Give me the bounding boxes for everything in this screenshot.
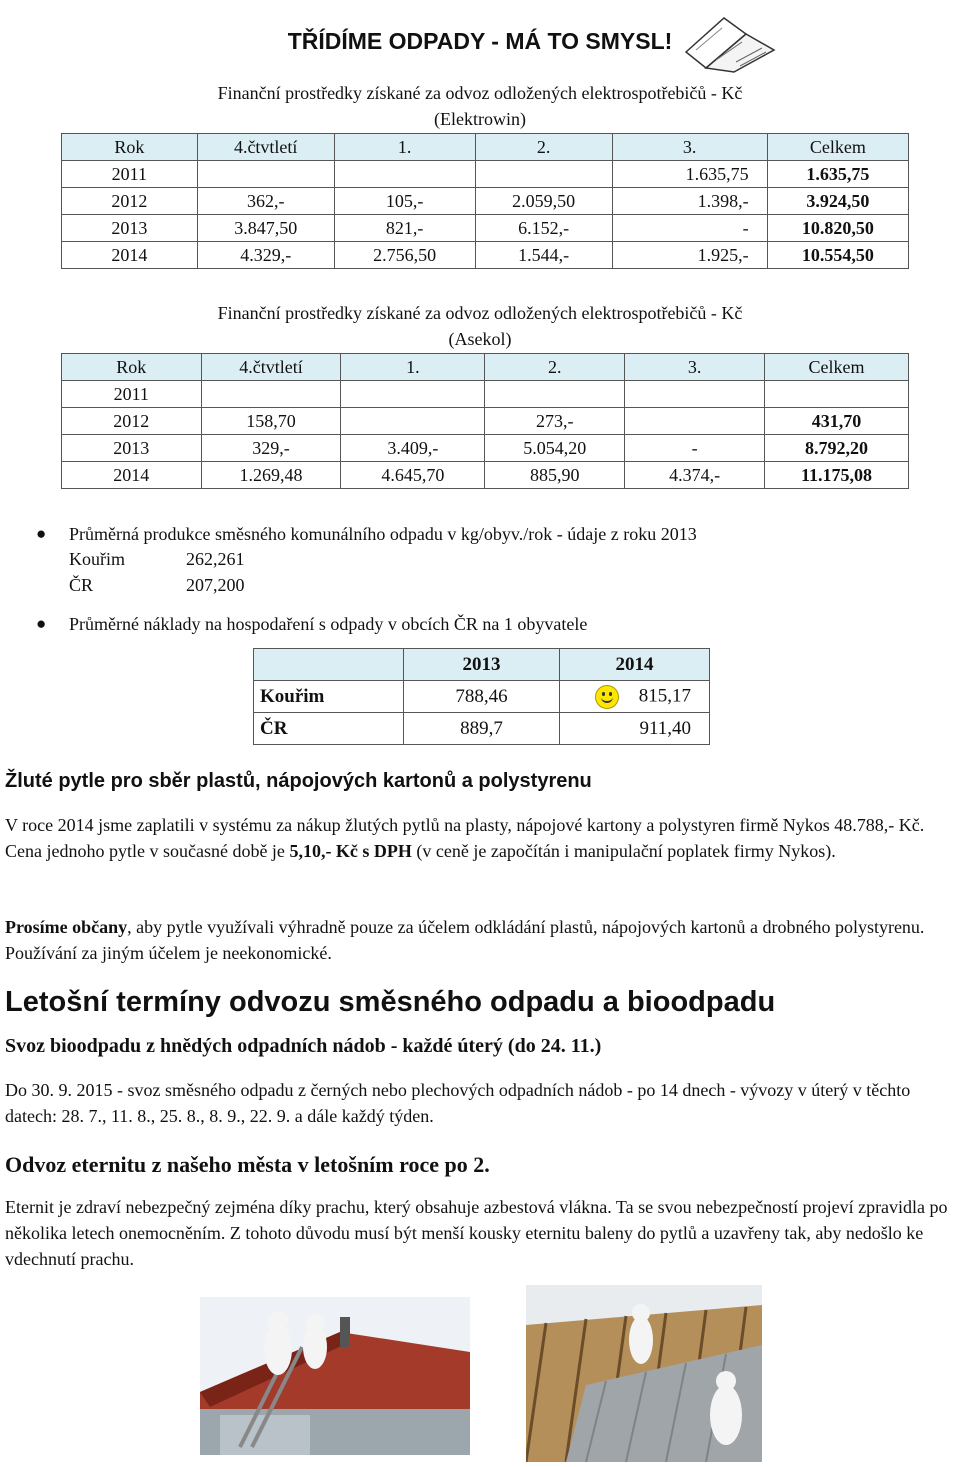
costs-table [253,648,710,745]
page-title: TŘÍDÍME ODPADY - MÁ TO SMYSL! [287,28,673,54]
table-row [62,161,909,188]
table-cell: 6.152,- [475,215,612,242]
table-cell: 2011 [62,161,198,188]
asekol-table [61,353,909,489]
price-text: 5,10,- Kč s DPH [289,841,412,861]
column-header: 4.čtvtletí [201,354,341,381]
column-header: 4.čtvtletí [197,134,334,161]
table-cell: 1.269,48 [201,462,341,489]
table-cell: 2.756,50 [334,242,475,269]
table-cell: 2013 [62,435,202,462]
schedule-paragraph: Do 30. 9. 2015 - svoz směsného odpadu z černých nebo plechových odpadních nádob - po 14 dnech - vývozy v úterý v těchto datech: 28. 7., 11. 8., 25. 8., 8. 9., 22. 9. a dále každý týden. [5,1080,911,1126]
table-cell: 889,7 [404,713,560,745]
column-header: 2. [475,134,612,161]
yellow-bags-heading: Žluté pytle pro sběr plastů, nápojových kartonů a polystyrenu [5,770,592,792]
request-lead: Prosíme občany [5,917,128,937]
bullet-icon: ● [36,614,47,633]
row-label: Kouřim [254,681,404,713]
table-row [62,435,909,462]
table-cell [341,381,485,408]
table-cell [201,381,341,408]
table-cell [625,408,765,435]
table-cell [560,681,710,713]
table-cell: 1.635,75 [767,161,908,188]
table-cell: 3.924,50 [767,188,908,215]
table-cell: 2012 [62,408,202,435]
roof-removal-photo-left [200,1297,470,1455]
table-cell: 4.374,- [625,462,765,489]
request-paragraph [5,914,955,966]
table-cell [334,161,475,188]
table-cell: 2.059,50 [475,188,612,215]
table-cell: 1.635,75 [612,161,767,188]
production-label: ČR [69,575,94,595]
table-cell: 362,- [197,188,334,215]
table-cell: 2013 [62,215,198,242]
table-row [62,462,909,489]
elektrowin-caption-line2: (Elektrowin) [434,109,526,129]
elektrowin-table [61,133,909,269]
table-row [62,242,909,269]
table-cell: 158,70 [201,408,341,435]
column-header: 1. [341,354,485,381]
table-row [62,408,909,435]
table-cell [254,649,404,681]
table-row [62,215,909,242]
table-cell [625,381,765,408]
bio-waste-heading: Svoz bioodpadu z hnědých odpadních nádob - každé úterý (do 24. 11.) [5,1035,602,1057]
asekol-caption-line1: Finanční prostředky získané za odvoz odložených elektrospotřebičů - Kč [217,303,743,323]
text-span: (v ceně je započítán i manipulační poplatek firmy Nykos). [411,841,836,861]
paper-recycling-logo [676,12,784,74]
table-row [254,681,710,713]
table-cell: 431,70 [764,408,908,435]
table-cell [764,381,908,408]
table-cell: - [625,435,765,462]
table-cell: 329,- [201,435,341,462]
table-cell [475,161,612,188]
table-cell [485,381,625,408]
bullet-icon: ● [36,524,47,543]
table-cell: 4.645,70 [341,462,485,489]
production-label: Kouřim [69,549,125,569]
column-header: Celkem [764,354,908,381]
text-span: V roce 2014 jsme zaplatili v systému za nákup žlutých pytlů na plasty, nápojové kartony a polystyren firmě Nykos 48.788,- Kč. Cena jednoho pytle v současné době je [5,815,925,861]
smiley-icon [595,685,619,709]
table-cell: 10.554,50 [767,242,908,269]
table-cell: 788,46 [404,681,560,713]
table-cell: 885,90 [485,462,625,489]
table-cell [341,408,485,435]
row-label: ČR [254,713,404,745]
table-cell: 4.329,- [197,242,334,269]
table-cell: 2014 [62,462,202,489]
asekol-caption-line2: (Asekol) [448,329,512,349]
table-header-row [254,649,710,681]
costs-text: Průměrné náklady na hospodaření s odpady v obcích ČR na 1 obyvatele [69,614,588,634]
table-row [254,713,710,745]
column-header: Rok [62,134,198,161]
table-cell: 1.398,- [612,188,767,215]
roof-removal-photo-right [526,1285,762,1462]
table-row [62,381,909,408]
column-header: 2013 [404,649,560,681]
table-cell: 2012 [62,188,198,215]
table-cell: 11.175,08 [764,462,908,489]
table-cell: 1.544,- [475,242,612,269]
column-header: Celkem [767,134,908,161]
table-cell: 3.409,- [341,435,485,462]
eternit-paragraph: Eternit je zdraví nebezpečný zejména díky prachu, který obsahuje azbestová vlákna. Ta se svou nebezpečností projeví zpravidla po několika letech onemocněním. Z tohoto důvodu musí být menší kousky eternitu baleny do pytlů a uzavřeny tak, aby nedošlo ke vdechnutí prachu. [5,1197,948,1269]
column-header: 2. [485,354,625,381]
table-cell: 10.820,50 [767,215,908,242]
column-header: Rok [62,354,202,381]
table-cell: 5.054,20 [485,435,625,462]
table-header-row [62,134,909,161]
table-cell: 105,- [334,188,475,215]
column-header: 2014 [560,649,710,681]
cost-value: 815,17 [638,684,691,706]
table-cell: 821,- [334,215,475,242]
table-cell: 1.925,- [612,242,767,269]
column-header: 1. [334,134,475,161]
eternit-heading: Odvoz eternitu z našeho města v letošním roce po 2. [5,1152,490,1177]
production-value: 262,261 [186,549,245,569]
column-header: 3. [625,354,765,381]
table-header-row [62,354,909,381]
table-cell: 2011 [62,381,202,408]
table-row [62,188,909,215]
production-value: 207,200 [186,575,245,595]
schedule-heading: Letošní termíny odvozu směsného odpadu a bioodpadu [5,986,776,1018]
table-cell: 8.792,20 [764,435,908,462]
table-cell: 911,40 [560,713,710,745]
yellow-bags-paragraph [5,812,955,864]
production-text: Průměrná produkce směsného komunálního odpadu v kg/obyv./rok - údaje z roku 2013 [69,524,697,544]
table-cell: - [612,215,767,242]
table-cell: 2014 [62,242,198,269]
table-cell: 273,- [485,408,625,435]
elektrowin-caption-line1: Finanční prostředky získané za odvoz odložených elektrospotřebičů - Kč [217,83,743,103]
table-cell: 3.847,50 [197,215,334,242]
text-span: , aby pytle využívali výhradně pouze za účelem odkládání plastů, nápojových kartonů a drobného polystyrenu. Používání za jiným účelem je neekonomické. [5,917,925,963]
column-header: 3. [612,134,767,161]
table-cell [197,161,334,188]
